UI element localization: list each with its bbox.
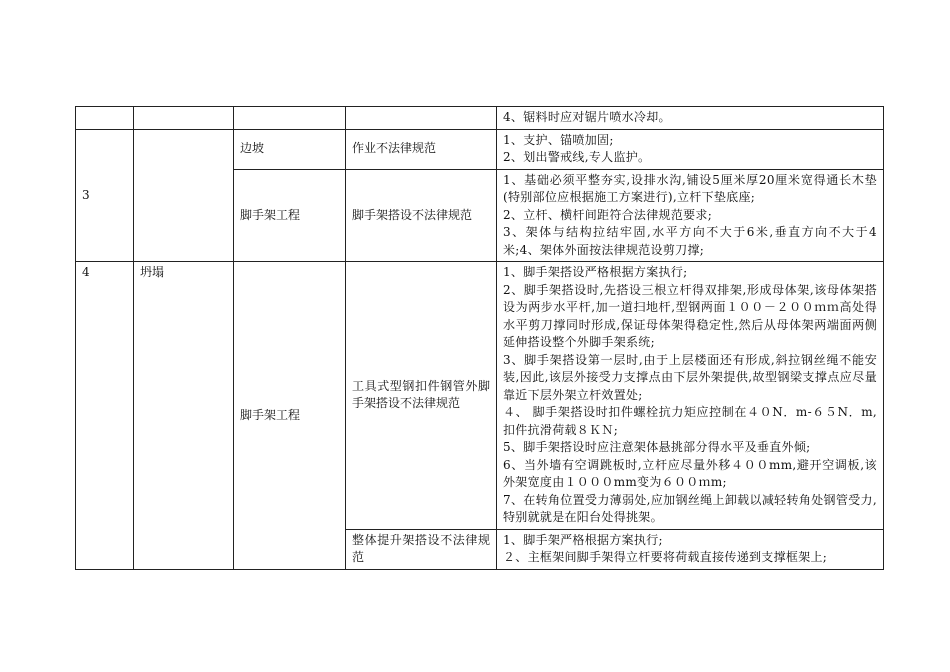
measure-line: 1、脚手架搭设严格根据方案执行;: [503, 265, 688, 279]
measure-line: 2、脚手架搭设时,先搭设三根立杆得双排架,形成母体架,该母体架搭设为两步水平杆,加一道扫地杆,型钢两面１００－２００ｍｍ高处得水平剪刀撑同时形成,保证母体架得稳定性,然后从母体架两端面两侧延伸搭设整个外脚手架系统;: [503, 282, 877, 349]
measure-cell: [497, 262, 884, 530]
safety-measures-table: [75, 106, 884, 570]
measure-line: 2、立杆、横杆间距符合法律规范要求;: [503, 207, 713, 222]
category-cell: 脚手架工程: [234, 262, 346, 570]
table-row: [76, 262, 884, 530]
no-cell: 3: [76, 129, 134, 262]
table-row: [76, 129, 884, 169]
hazard-cell: 整体提升架搭设不法律规范: [346, 529, 497, 569]
measure-cell: [497, 129, 884, 169]
hazard-cell: 工具式型钢扣件钢管外脚手架搭设不法律规范: [346, 262, 497, 530]
table-row: [76, 107, 884, 130]
measure-line: 1、支护、锚喷加固;: [503, 132, 614, 147]
measure-line: ２、主框架间脚手架得立杆要将荷载直接传递到支撑框架上;: [503, 550, 828, 564]
accident-type-cell: 坍塌: [134, 262, 234, 570]
measure-line: 2、划出警戒线,专人监护。: [503, 150, 651, 164]
measure-line: 5、脚手架搭设时应注意架体悬挑部分得水平及垂直外倾;: [503, 440, 811, 454]
hazard-cell: 作业不法律规范: [346, 129, 497, 169]
measure-cell: [497, 529, 884, 569]
measure-line: 7、在转角位置受力薄弱处,应加钢丝绳上卸载以减轻转角处钢管受力,特别就就是在阳台处得挑架。: [503, 492, 877, 524]
category-cell: [234, 107, 346, 130]
measure-line: 1、基础必须平整夯实,设排水沟,铺设5厘米厚20厘米宽得通长木垫(特别部位应根据施工方案进行),立杆下垫底座;: [503, 172, 877, 204]
category-cell: 脚手架工程: [234, 169, 346, 262]
no-cell: 4: [76, 262, 134, 570]
measure-line: 3、脚手架搭设第一层时,由于上层楼面还有形成,斜拉钢丝绳不能安装,因此,该层外接受力支撑点由下层外架提供,故型钢梁支撑点应尽量靠近下层外架立杆效置处;: [503, 352, 877, 402]
measure-cell: [497, 107, 884, 130]
measure-line: 1、脚手架严格根据方案执行;: [503, 532, 663, 547]
category-cell: 边坡: [234, 129, 346, 169]
measure-cell: [497, 169, 884, 262]
measure-line: 6、当外墙有空调跳板时,立杆应尽量外移４００mm,避开空调板,该外架宽度由１０００mm变为６００ｍm;: [503, 457, 877, 489]
measure-line: ４、 脚手架搭设时扣件螺栓抗力矩应控制在４０N．m-６５N．m,扣件抗滑荷载８ＫＮ;: [503, 405, 877, 437]
measure-line: 4、锯料时应对锯片喷水冷却。: [503, 110, 671, 124]
no-cell: [76, 107, 134, 130]
accident-type-cell: [134, 129, 234, 262]
measure-line: 3、架体与结构拉结牢固,水平方向不大于6米,垂直方向不大于4米;4、架体外面按法律规范设剪刀撑;: [503, 225, 877, 257]
hazard-cell: 脚手架搭设不法律规范: [346, 169, 497, 262]
hazard-cell: [346, 107, 497, 130]
accident-type-cell: [134, 107, 234, 130]
